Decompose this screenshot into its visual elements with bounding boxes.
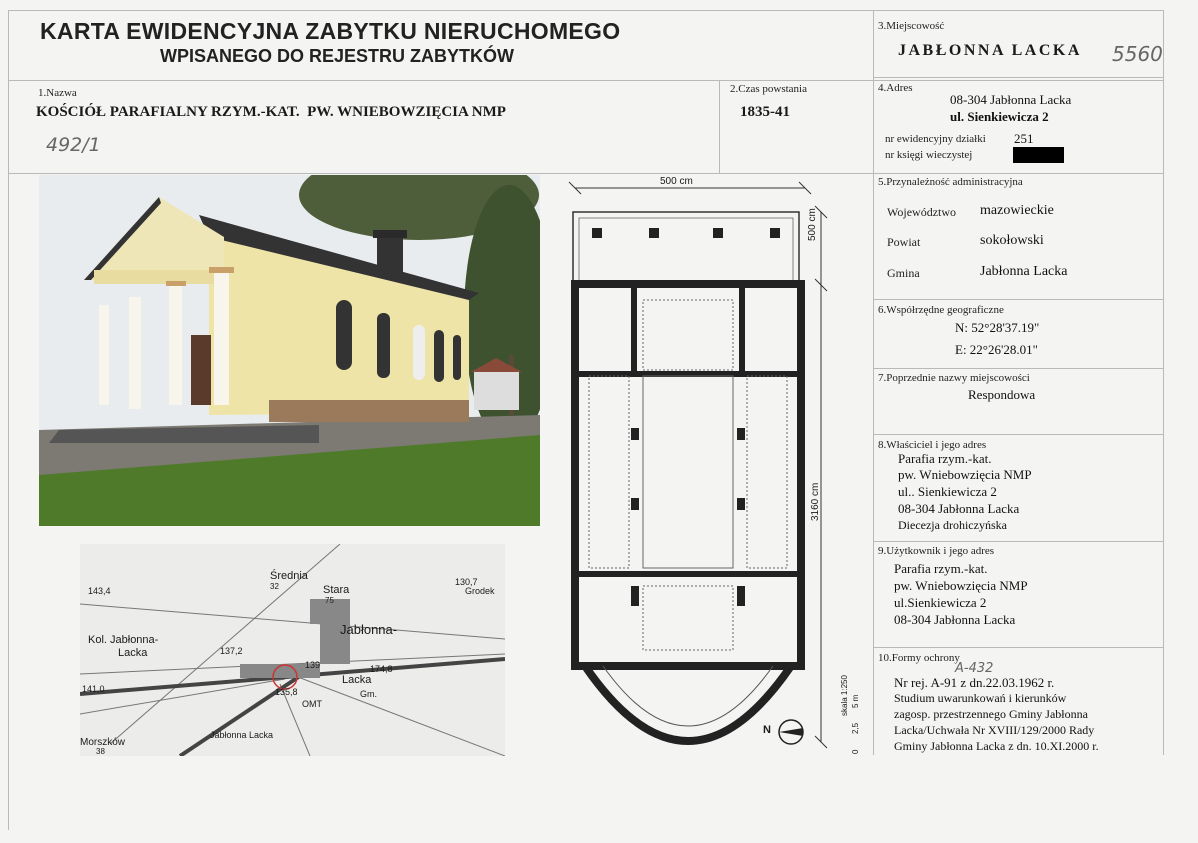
owner-line: pw. Wniebowzięcia NMP <box>898 467 1032 482</box>
plot-number-label: nr ewidencyjny działki <box>885 133 986 145</box>
map-number: 135,8 <box>275 687 298 697</box>
map-label: Kol. Jabłonna- <box>88 634 159 646</box>
map-number: 174,8 <box>370 664 393 674</box>
map-label: Grodek <box>465 586 495 596</box>
plan-scale-tick: 2,5 <box>851 722 860 734</box>
rule-owner-top <box>873 434 1163 435</box>
owner-line: ul.. Sienkiewicza 2 <box>898 484 997 499</box>
plan-scale-label: skala 1:250 <box>840 675 849 716</box>
location-map <box>80 544 505 756</box>
date-label: 2.Czas powstania <box>730 83 807 95</box>
protection-line: zagosp. przestrzennego Gminy Jabłonna <box>894 707 1088 721</box>
map-label: Jabłonna- <box>340 622 398 637</box>
church-photo <box>39 175 540 526</box>
owner-line: Diecezja drohiczyńska <box>898 518 1007 532</box>
map-label: Jabłonna Lacka <box>210 730 274 740</box>
map-label: OMT <box>302 699 322 709</box>
protection-line: Gminy Jabłonna Lacka z dn. 10.XI.2000 r. <box>894 739 1099 753</box>
name-handwritten-number: 492/1 <box>46 134 101 156</box>
map-number: 141,0 <box>82 684 105 694</box>
map-label: Lacka <box>118 647 148 659</box>
rule-vertical-date <box>719 80 720 173</box>
map-number: 139 <box>305 660 321 670</box>
admin-label: 5.Przynależność administracyjna <box>878 176 1023 188</box>
rule-name-bottom <box>8 173 1163 174</box>
coords-east: E: 22°26'28.01" <box>955 342 1038 357</box>
rule-address-top <box>873 77 1163 78</box>
map-number: 32 <box>270 582 279 591</box>
address-line2: ul. Sienkiewicza 2 <box>950 109 1049 124</box>
land-register-label: nr księgi wieczystej <box>885 149 973 161</box>
commune-label: Gmina <box>887 266 920 280</box>
protection-line: Nr rej. A-91 z dn.22.03.1962 r. <box>894 675 1055 690</box>
plan-porch-dimension: 500 cm <box>807 208 818 241</box>
plan-scale-tick: 0 <box>851 749 860 754</box>
protection-line: Lacka/Uchwała Nr XVIII/129/2000 Rady <box>894 723 1095 737</box>
rule-user-top <box>873 541 1163 542</box>
protection-label: 10.Formy ochrony <box>878 652 960 664</box>
rule-former-top <box>873 368 1163 369</box>
floor-plan <box>555 176 865 756</box>
rule-vertical-left <box>8 10 9 830</box>
voivodeship-value: mazowieckie <box>980 203 1054 218</box>
user-label: 9.Użytkownik i jego adres <box>878 545 995 557</box>
map-number: 75 <box>325 596 334 605</box>
rule-protection-top <box>873 647 1163 648</box>
plan-scale-tick: 5 m <box>851 694 860 708</box>
owner-line: Parafia rzym.-kat. <box>898 451 992 466</box>
plot-number-value: 251 <box>1014 131 1034 146</box>
rule-header-bottom <box>8 80 1163 81</box>
name-value: KOŚCIÓŁ PARAFIALNY RZYM.-KAT. PW. WNIEBOWZIĘCIA NMP <box>36 104 506 120</box>
card-subtitle: WPISANEGO DO REJESTRU ZABYTKÓW <box>160 46 515 66</box>
rule-vertical-right <box>873 10 874 755</box>
rule-top <box>8 10 1163 11</box>
land-register-redaction <box>1013 147 1064 163</box>
map-label: Średnia <box>270 570 308 582</box>
locality-value: JABŁONNA LACKA <box>898 42 1082 59</box>
rule-right-edge <box>1163 10 1164 755</box>
locality-handwritten-number: 5560 <box>1112 42 1163 66</box>
map-number: 130,7 <box>455 577 478 587</box>
coords-label: 6.Współrzędne geograficzne <box>878 304 1004 316</box>
voivodeship-label: Województwo <box>887 205 957 219</box>
date-value: 1835-41 <box>740 104 790 120</box>
owner-line: 08-304 Jabłonna Lacka <box>898 501 1020 516</box>
north-label: N <box>763 724 771 736</box>
owner-label: 8.Właściciel i jego adres <box>878 439 987 451</box>
rule-coords-top <box>873 299 1163 300</box>
map-number: 38 <box>96 747 105 756</box>
protection-handwritten-number: A-432 <box>955 661 994 676</box>
map-number: 137,2 <box>220 646 243 656</box>
name-label: 1.Nazwa <box>38 87 77 99</box>
former-names-label: 7.Poprzednie nazwy miejscowości <box>878 372 1030 384</box>
map-label: Lacka <box>342 674 372 686</box>
protection-line: Studium uwarunkowań i kierunków <box>894 691 1067 705</box>
commune-value: Jabłonna Lacka <box>980 264 1068 279</box>
former-names-value: Respondowa <box>968 387 1036 402</box>
map-number: 143,4 <box>88 586 111 596</box>
address-label: 4.Adres <box>878 82 913 94</box>
plan-length-dimension: 3160 cm <box>810 482 821 521</box>
north-arrow-icon <box>773 716 805 748</box>
county-value: sokołowski <box>980 233 1044 248</box>
coords-north: N: 52°28'37.19" <box>955 320 1040 335</box>
user-line: pw. Wniebowzięcia NMP <box>894 578 1028 593</box>
map-label: Stara <box>323 584 350 596</box>
map-label: Morszków <box>80 737 126 748</box>
locality-label: 3.Miejscowość <box>878 20 945 32</box>
user-line: Parafia rzym.-kat. <box>894 561 988 576</box>
plan-width-dimension: 500 cm <box>660 176 693 187</box>
county-label: Powiat <box>887 235 921 249</box>
card-title: KARTA EWIDENCYJNA ZABYTKU NIERUCHOMEGO <box>40 18 621 44</box>
user-line: 08-304 Jabłonna Lacka <box>894 612 1016 627</box>
user-line: ul.Sienkiewicza 2 <box>894 595 987 610</box>
map-label: Gm. <box>360 689 377 699</box>
address-line1: 08-304 Jabłonna Lacka <box>950 92 1072 107</box>
